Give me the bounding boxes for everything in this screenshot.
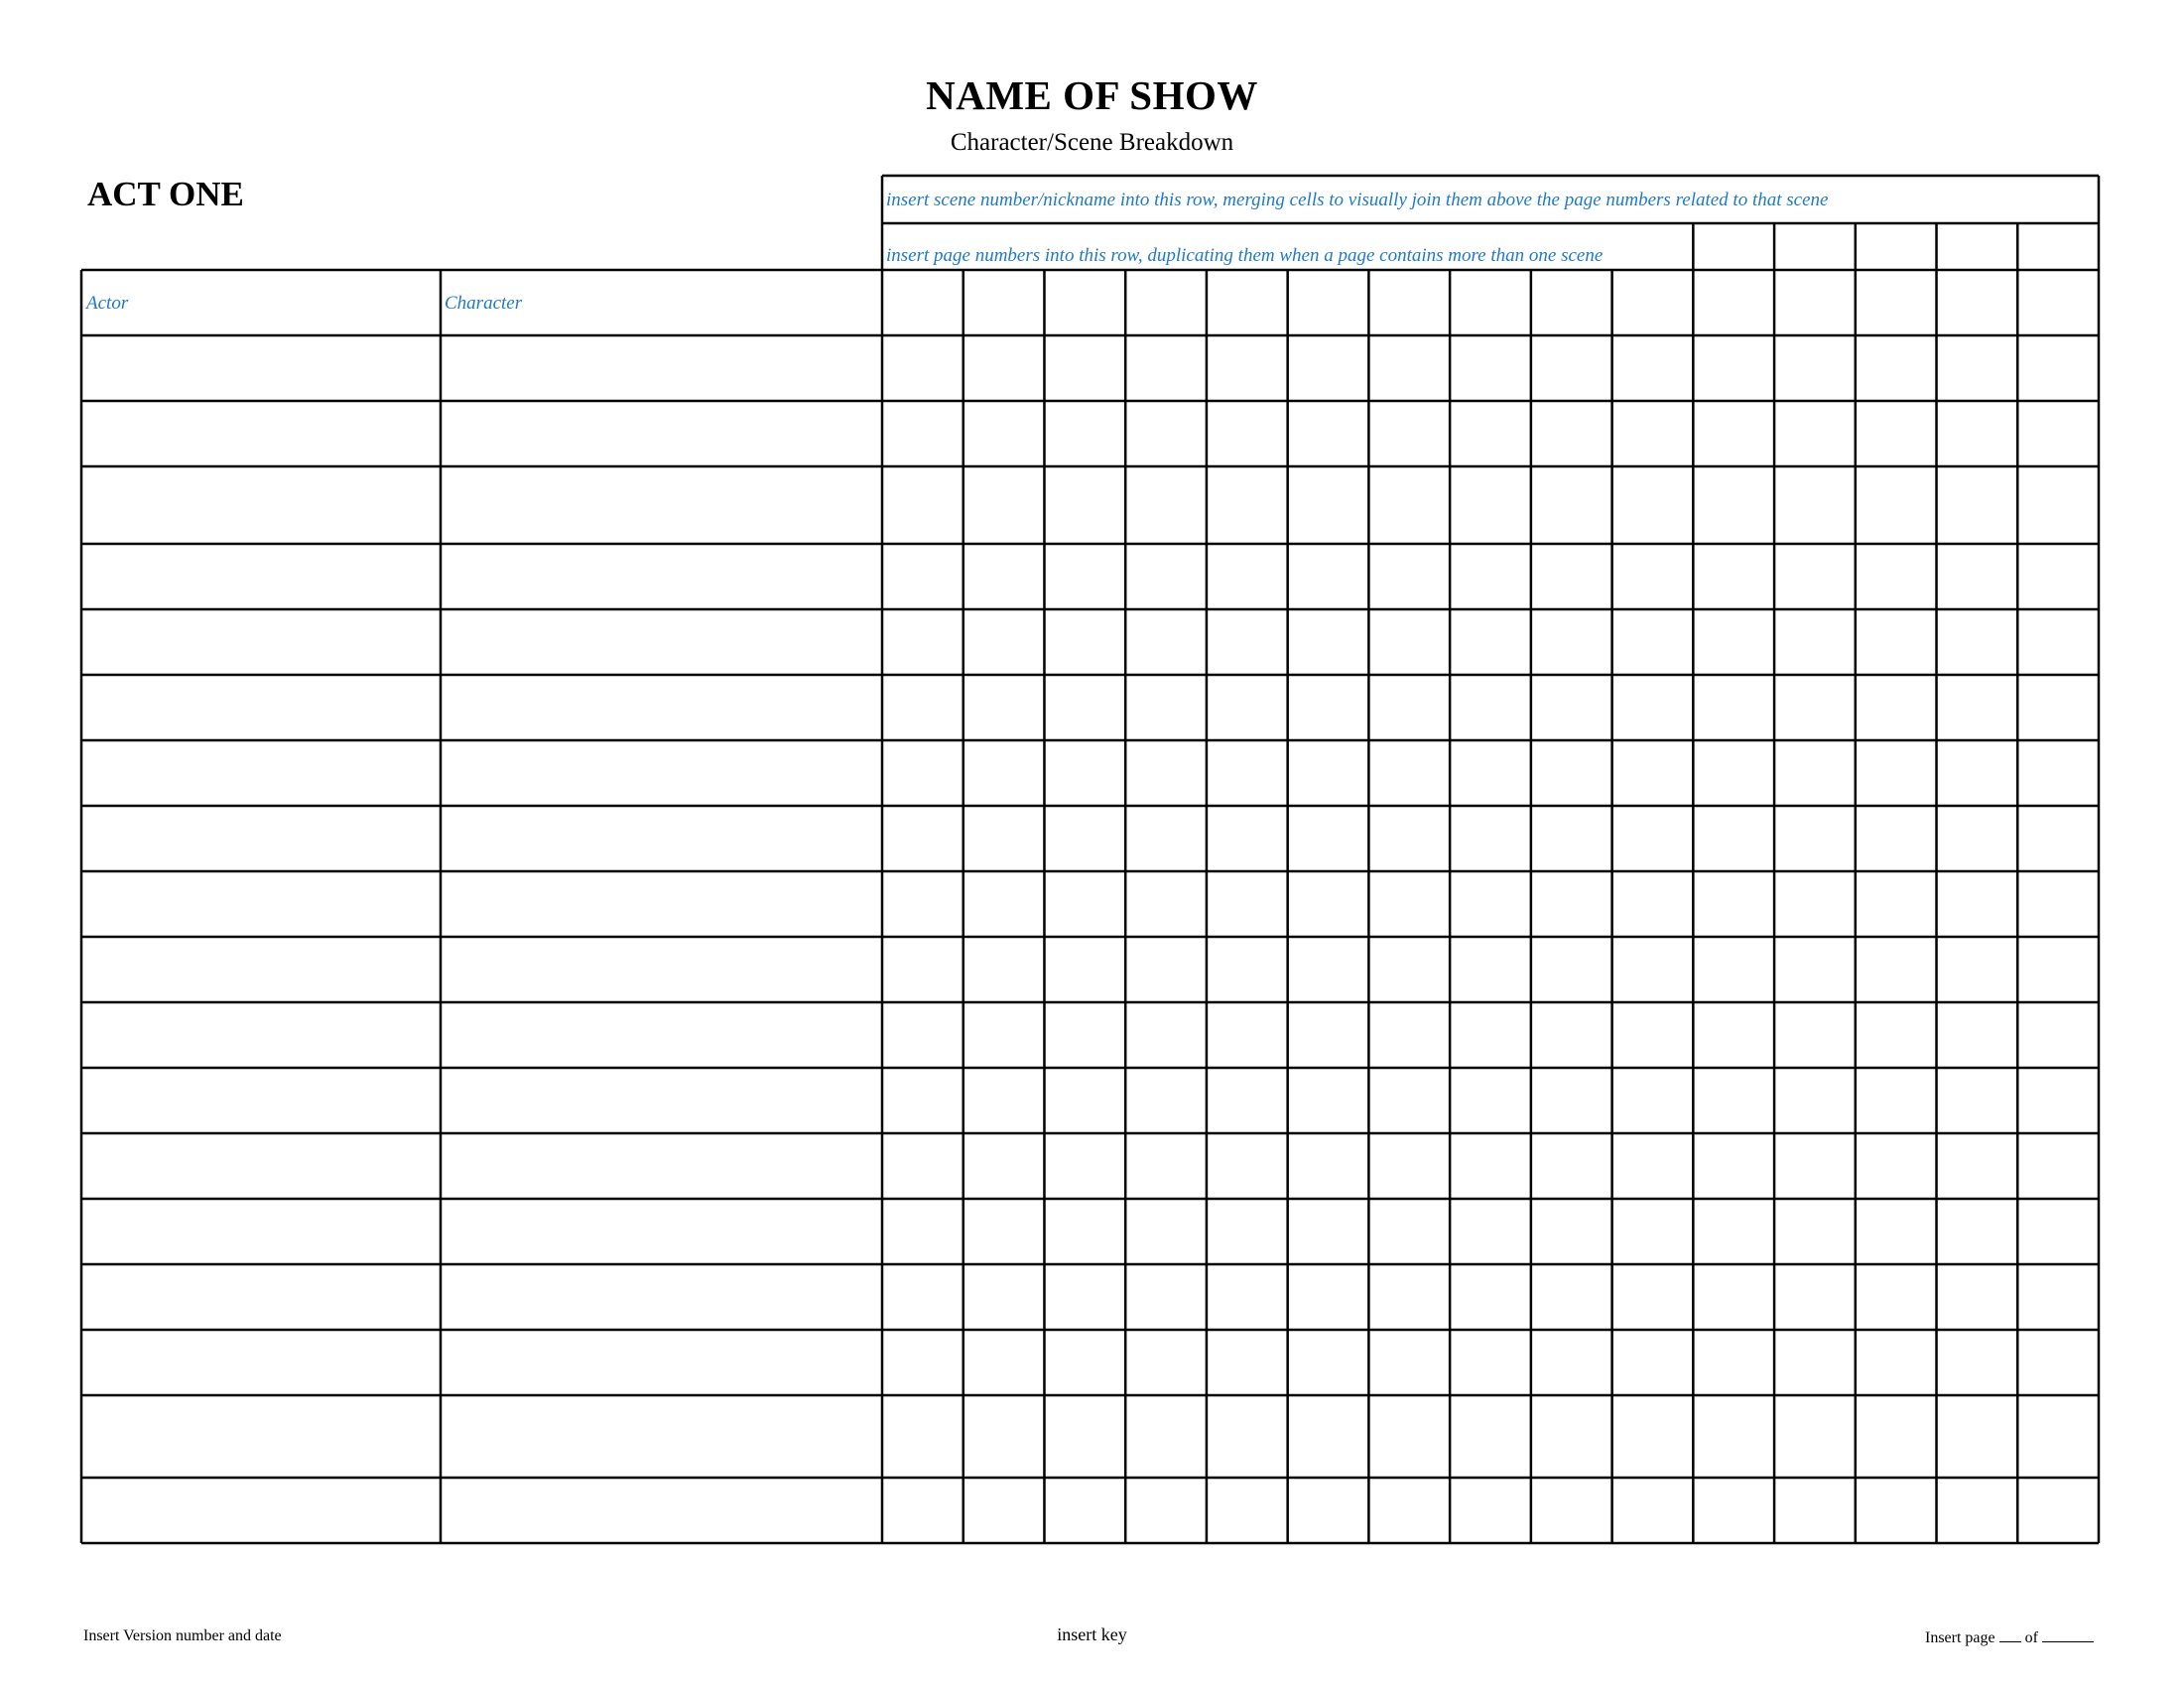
- page-prefix: Insert page: [1925, 1629, 1995, 1646]
- show-title: NAME OF SHOW: [926, 72, 1258, 118]
- scene-row-hint: insert scene number/nickname into this row, merging cells to visually join them above the page numbers related to that scene: [886, 190, 1829, 210]
- page-total-blank: [2042, 1627, 2094, 1642]
- actor-column-header: Actor: [86, 293, 129, 314]
- page-count-note: [1925, 1627, 2094, 1647]
- act-heading: ACT ONE: [87, 175, 244, 213]
- sheet-subtitle: Character/Scene Breakdown: [950, 129, 1234, 156]
- page-of: of: [2024, 1629, 2038, 1646]
- character-column-header: Character: [445, 293, 523, 314]
- version-note: Insert Version number and date: [83, 1627, 282, 1644]
- page-number-blank: [1999, 1627, 2021, 1642]
- page-row-hint: insert page numbers into this row, duplicating them when a page contains more than one scene: [886, 245, 1604, 266]
- key-note: insert key: [1057, 1624, 1127, 1644]
